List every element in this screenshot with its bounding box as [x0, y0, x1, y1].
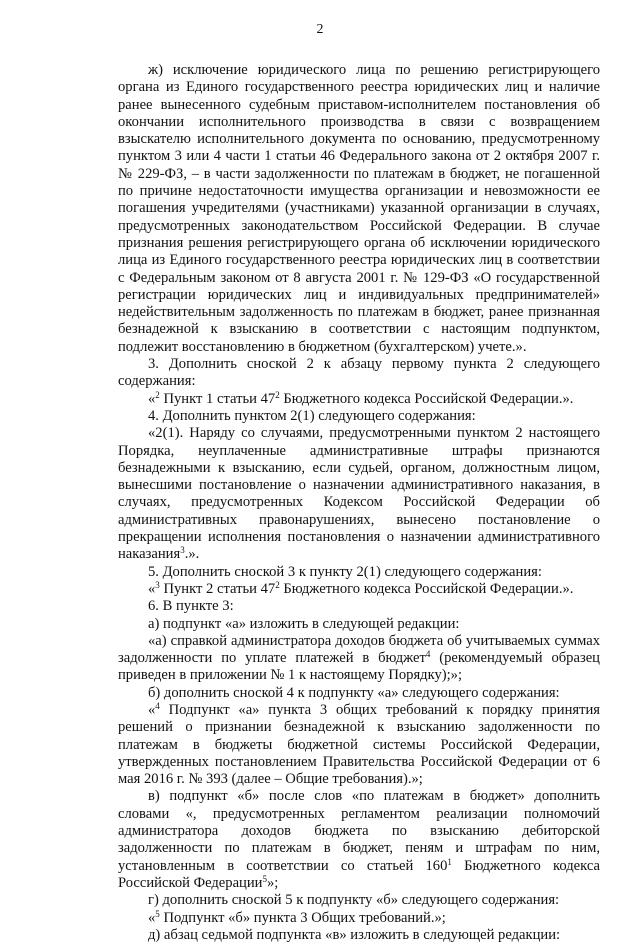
- quote-footnote-2: «$^2$ Пункт 1 статьи $47^2$ Бюджетного кодекса Российской Федерации.».: [148, 389, 574, 407]
- paragraph-item-3: 3. Дополнить сноской 2 к абзацу первому пункта 2 следующего содержания:: [118, 356, 600, 390]
- paragraph-item-4: 4. Дополнить пунктом 2(1) следующего содержания:: [148, 407, 476, 424]
- quote-footnote-5: «$^5$ Подпункт «б» пункта 3 Общих требований.»;: [148, 908, 446, 926]
- paragraph-item-6: 6. В пункте 3:: [148, 598, 234, 615]
- page-number: 2: [316, 22, 324, 37]
- paragraph-subitem-v: в) подпункт «б» после слов «по платежам в бюджет» дополнить словами «, предусмотренных регламентом реализации полномочий администратора доходов бюджета по взысканию дебиторской задолженности по платежам в бюджет, пеням и штрафам по ним, установленным в соответствии со статьей $160^1$ Бюджетного кодекса Российской Федерации$^5$»;: [118, 788, 600, 891]
- paragraph-subitem-g: г) дополнить сноской 5 к подпункту «б» следующего содержания:: [148, 892, 560, 909]
- quote-item-2-1: «2(1). Наряду со случаями, предусмотренными пунктом 2 настоящего Порядка, неуплаченные административные штрафы признаются безнадежными к взысканию, если судьей, органом, должностным лицом, вынесшими постановление о назначении административного наказания, в случаях, предусмотренных Кодексом Российской Федерации об административных правонарушениях, вынесено постановление о прекращении исполнения постановления о назначении административного наказания$^3$.».: [118, 425, 600, 563]
- paragraph-subitem-b: б) дополнить сноской 4 к подпункту «а» следующего содержания:: [148, 684, 560, 701]
- paragraph-item-5: 5. Дополнить сноской 3 к пункту 2(1) следующего содержания:: [148, 563, 542, 580]
- paragraph-subitem-d: д) абзац седьмой подпункта «в» изложить в следующей редакции:: [148, 926, 561, 943]
- paragraph-zh: ж) исключение юридического лица по решению регистрирующего органа из Единого государственного реестра юридических лиц и наличие ранее вынесенного судебным приставом-исполнителем постановления об окончании исполнительного производства в связи с возвращением взыскателю исполнительного документа по основанию, предусмотренному пунктом 3 или 4 части 1 статьи 46 Федерального закона от 2 октября 2007 г. № 229-ФЗ, – в части задолженности по платежам в бюджет, не погашенной по причине недостаточности имущества организации и невозможности ее погашения учредителями (участниками) указанной организации в случаях, предусмотренных законодательством Российской Федерации. В случае признания решения регистрирующего органа об исключении юридического лица из Единого государственного реестра юридических лиц в соответствии с Федеральным законом от 8 августа 2001 г. № 129-ФЗ «О государственной регистрации юридических лиц и индивидуальных предпринимателей» недействительным задолженность по платежам в бюджет, ранее признанная безнадежной к взысканию в соответствии с настоящим подпунктом, подлежит восстановлению в бюджетном (бухгалтерском) учете.».: [118, 62, 600, 355]
- paragraph-subitem-a: а) подпункт «а» изложить в следующей редакции:: [148, 615, 460, 632]
- quote-footnote-4: «$^4$ Подпункт «а» пункта 3 общих требований к порядку принятия решений о признании безнадежной к взысканию задолженности по платежам в бюджеты бюджетной системы Российской Федерации, утвержденных постановлением Правительства Российской Федерации от 6 мая 2016 г. № 393 (далее – Общие требования).»;: [118, 700, 600, 788]
- quote-subitem-a: «а) справкой администратора доходов бюджета об учитываемых суммах задолженности по уплате платежей в бюджет$^4$ (рекомендуемый образец приведен в приложении № 1 к настоящему Порядку);»;: [118, 632, 600, 684]
- quote-footnote-3: «$^3$ Пункт 2 статьи $47^2$ Бюджетного кодекса Российской Федерации.».: [148, 579, 574, 597]
- document-body: [118, 62, 600, 944]
